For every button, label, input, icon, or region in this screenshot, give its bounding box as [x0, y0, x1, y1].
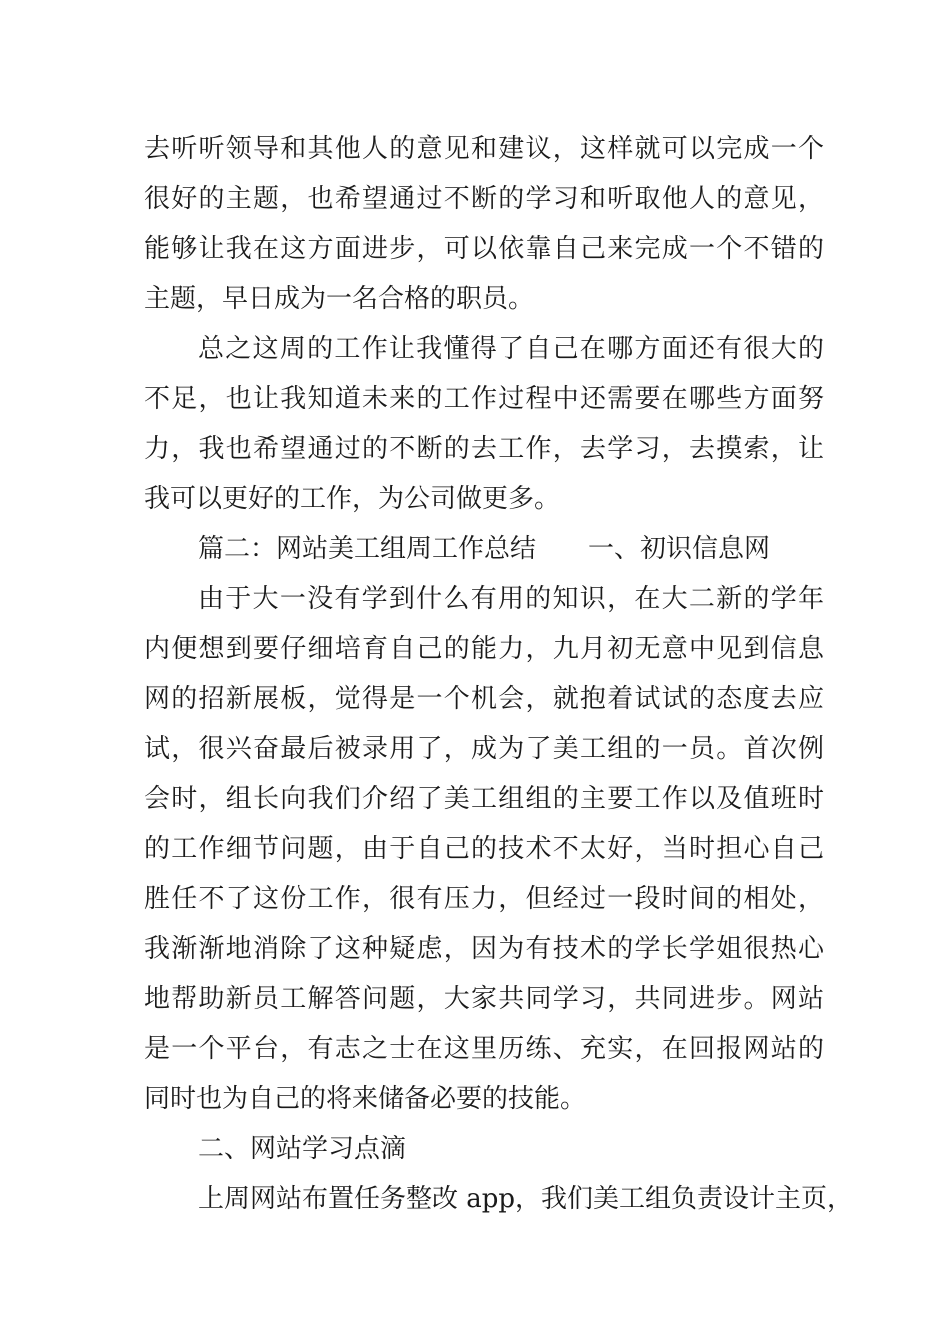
paragraph-2: [144, 324, 824, 524]
text-line: 胜任不了这份工作，很有压力，但经过一段时间的相处，: [144, 884, 824, 914]
paragraph-3: [144, 574, 824, 1124]
text-line: 地帮助新员工解答问题，大家共同学习，共同进步。网站: [144, 984, 824, 1014]
text-line: 我渐渐地消除了这种疑虑，因为有技术的学长学姐很热心: [144, 934, 824, 964]
text-line: 总之这周的工作让我懂得了自己在哪方面还有很大的: [198, 334, 824, 364]
text-line: 同时也为自己的将来储备必要的技能。: [144, 1084, 587, 1114]
text-line: 内便想到要仔细培育自己的能力，九月初无意中见到信息: [144, 634, 824, 664]
text-line: 能够让我在这方面进步，可以依靠自己来完成一个不错的: [144, 234, 824, 264]
text-line: 去听听领导和其他人的意见和建议，这样就可以完成一个: [144, 134, 824, 164]
section-2-heading: 二、网站学习点滴: [198, 1134, 407, 1164]
text-line: 很好的主题，也希望通过不断的学习和听取他人的意见，: [144, 184, 824, 214]
text-line: 上周网站布置任务整改 app，我们美工组负责设计主页，: [198, 1184, 854, 1214]
text-line: 会时，组长向我们介绍了美工组组的主要工作以及值班时: [144, 784, 824, 814]
text-line: 由于大一没有学到什么有用的知识，在大二新的学年: [198, 584, 824, 614]
text-line: 的工作细节问题，由于自己的技术不太好，当时担心自己: [144, 834, 824, 864]
text-line: 试，很兴奋最后被录用了，成为了美工组的一员。首次例: [144, 734, 824, 764]
text-line: 不足，也让我知道未来的工作过程中还需要在哪些方面努: [144, 384, 824, 414]
text-line: 网的招新展板，觉得是一个机会，就抱着试试的态度去应: [144, 684, 824, 714]
section-1-heading: 一、初识信息网: [588, 534, 771, 564]
document-body: [144, 124, 854, 1224]
paragraph-4: [144, 1174, 854, 1224]
article-title: 篇二：网站美工组周工作总结: [198, 534, 537, 564]
text-line: 我可以更好的工作，为公司做更多。: [144, 484, 561, 514]
text-line: 主题，早日成为一名合格的职员。: [144, 284, 535, 314]
paragraph-1: [144, 124, 824, 324]
text-line: 力，我也希望通过的不断的去工作，去学习，去摸索，让: [144, 434, 824, 464]
section-heading-line: [144, 524, 824, 574]
text-line: 是一个平台，有志之士在这里历练、充实，在回报网站的: [144, 1034, 824, 1064]
